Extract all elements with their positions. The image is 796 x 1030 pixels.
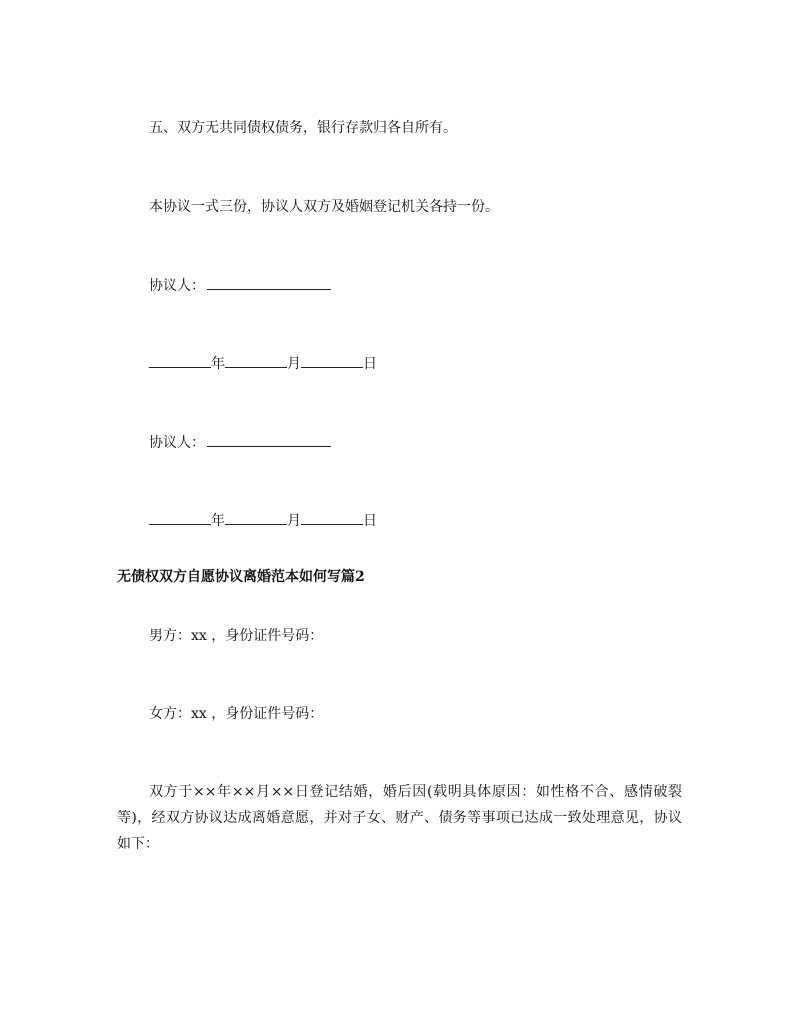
copies-statement: 本协议一式三份，协议人双方及婚姻登记机关各持一份。 (149, 199, 499, 215)
year-blank[interactable] (149, 353, 211, 368)
year-blank[interactable] (149, 510, 211, 525)
month-label: 月 (287, 356, 301, 372)
signature-blank[interactable] (207, 432, 331, 447)
signature-2-party (149, 432, 331, 453)
year-label: 年 (211, 513, 225, 529)
signature-blank[interactable] (207, 275, 331, 290)
day-blank[interactable] (301, 510, 363, 525)
day-label: 日 (363, 356, 377, 372)
male-party-line: 男方：xx ，身份证件号码： (149, 628, 324, 644)
party-label: 协议人： (149, 278, 205, 294)
signature-2-date (149, 510, 377, 531)
signature-1-party (149, 275, 331, 296)
party-label: 协议人： (149, 435, 205, 451)
day-label: 日 (363, 513, 377, 529)
clause-5: 五、双方无共同债权债务，银行存款归各自所有。 (149, 120, 457, 136)
signature-1-date (149, 353, 377, 374)
year-label: 年 (211, 356, 225, 372)
female-party-line: 女方：xx ，身份证件号码： (149, 706, 324, 722)
month-label: 月 (287, 513, 301, 529)
intro-paragraph: 双方于××年××月××日登记结婚，婚后因(载明具体原因：如性格不合、感情破裂等)，经双方协议达成离婚意愿，并对子女、财产、债务等事项已达成一致处理意见，协议如下： (117, 784, 682, 852)
month-blank[interactable] (225, 510, 287, 525)
section-2-title: 无债权双方自愿协议离婚范本如何写篇2 (117, 569, 365, 585)
day-blank[interactable] (301, 353, 363, 368)
month-blank[interactable] (225, 353, 287, 368)
